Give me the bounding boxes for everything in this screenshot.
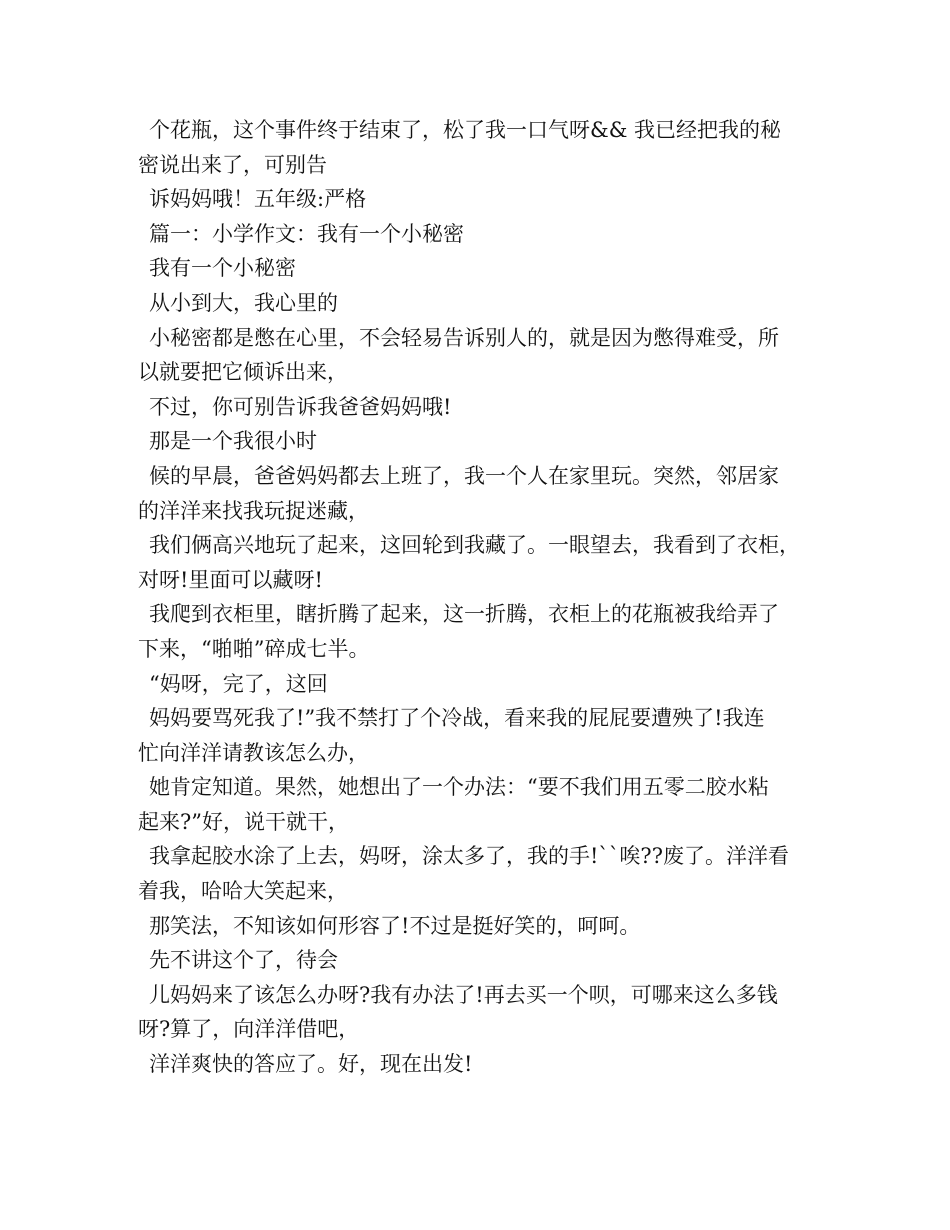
text-line: 她肯定知道。果然，她想出了一个办法：“要不我们用五零二胶水粘 <box>149 775 769 800</box>
text-line: 那是一个我很小时 <box>149 429 317 454</box>
text-line: 忙向洋洋请教该怎么办， <box>138 740 369 765</box>
text-line: 候的早晨，爸爸妈妈都去上班了，我一个人在家里玩。突然，邻居家 <box>149 463 779 488</box>
text-line: 从小到大，我心里的 <box>149 290 338 315</box>
text-line: 下来，“啪啪”碎成七半。 <box>138 636 370 661</box>
text-line: 起来?”好，说干就干， <box>138 809 349 834</box>
text-line: 不过，你可别告诉我爸爸妈妈哦! <box>149 394 452 419</box>
text-line: 诉妈妈哦！五年级:严格 <box>149 187 367 212</box>
text-line: 密说出来了，可别告 <box>138 152 327 177</box>
text-line: 个花瓶，这个事件终于结束了，松了我一口气呀&& 我已经把我的秘 <box>149 118 782 142</box>
text-line: 那笑法，不知该如何形容了!不过是挺好笑的，呵呵。 <box>149 913 641 938</box>
text-line: 妈妈要骂死我了!”我不禁打了个冷战，看来我的屁屁要遭殃了!我连 <box>149 706 765 731</box>
text-line: 着我，哈哈大笑起来， <box>138 879 348 904</box>
text-line: 以就要把它倾诉出来， <box>138 360 348 385</box>
text-line: 洋洋爽快的答应了。好，现在出发! <box>149 1052 473 1077</box>
text-line: 的洋洋来找我玩捉迷藏， <box>138 498 369 523</box>
text-line: 呀?算了，向洋洋借吧， <box>138 1017 360 1042</box>
text-line: 儿妈妈来了该怎么办呀?我有办法了!再去买一个呗，可哪来这么多钱 <box>149 982 778 1007</box>
document-body-text <box>138 113 818 1082</box>
text-line: 我们俩高兴地玩了起来，这回轮到我藏了。一眼望去，我看到了衣柜， <box>149 533 800 558</box>
text-line: 我拿起胶水涂了上去，妈呀，涂太多了，我的手!``唉??废了。洋洋看 <box>149 844 789 869</box>
text-line: 我爬到衣柜里，瞎折腾了起来，这一折腾，衣柜上的花瓶被我给弄了 <box>149 602 779 627</box>
text-line: 小秘密都是憋在心里，不会轻易告诉别人的，就是因为憋得难受，所 <box>149 325 779 350</box>
text-line: 对呀!里面可以藏呀! <box>138 567 323 592</box>
text-line: “妈呀，完了，这回 <box>149 671 328 696</box>
text-line: 先不讲这个了，待会 <box>149 948 338 973</box>
text-line: 我有一个小秘密 <box>149 256 296 281</box>
text-line: 篇一：小学作文：我有一个小秘密 <box>149 221 464 246</box>
